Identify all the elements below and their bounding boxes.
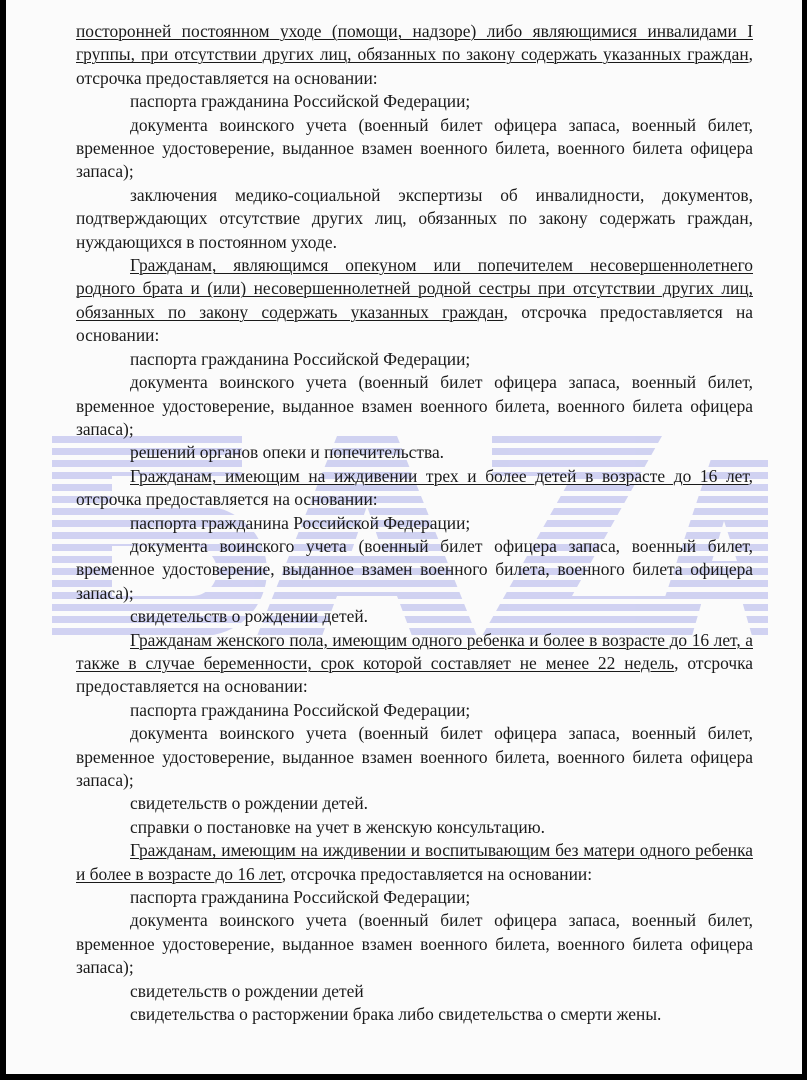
underlined-text: посторонней постоянном уходе (помощи, надзоре) либо являющимися инвалидами I группы, при отсутствии других лиц, обязанных по закону содержать указанных граждан (76, 21, 753, 65)
list-item: свидетельств о рождении детей. (130, 793, 369, 814)
list-item: паспорта гражданина Российской Федерации; (130, 348, 471, 369)
paragraph-text: , отсрочка предоставляется на основании: (281, 863, 593, 884)
list-item: документа воинского учета (военный билет офицера запаса, военный билет, временное удостоверение, выданное взамен военного билета, военного билета офицера запаса); (76, 535, 753, 603)
paragraph-heading (76, 254, 753, 348)
underlined-text: Гражданам женского пола, имеющим одного ребенка и более в возрасте до 16 лет, а также в случае беременности, срок которой составляет не менее 22 недель (76, 629, 753, 673)
paragraph-heading (76, 839, 753, 886)
paragraph-1 (76, 20, 753, 90)
paragraph-heading (76, 465, 753, 512)
list-item: заключения медико-социальной экспертизы об инвалидности, документов, подтверждающих отсутствие других лиц, обязанных по закону содержать граждан, нуждающихся в постоянном уходе. (76, 184, 753, 252)
paragraph-text: , отсрочка предоставляется на основании: (76, 465, 753, 510)
list-item: документа воинского учета (военный билет офицера запаса, военный билет, временное удостоверение, выданное взамен военного билета, военного билета офицера запаса); (76, 114, 753, 182)
underlined-text: Гражданам, имеющим на иждивении трех и более детей в возрасте до 16 лет (130, 465, 749, 486)
list-item: свидетельств о рождении детей. (130, 606, 369, 627)
list-item: документа воинского учета (военный билет офицера запаса, военный билет, временное удостоверение, выданное взамен военного билета, военного билета офицера запаса); (76, 372, 753, 439)
list-item: паспорта гражданина Российской Федерации; (130, 699, 471, 720)
list-item: паспорта гражданина Российской Федерации; (130, 887, 471, 908)
list-item: свидетельств о рождении детей (130, 980, 364, 1001)
paragraph-text: , отсрочка предоставляется на основании: (76, 301, 753, 346)
list-item: решений органов опеки и попечительства. (130, 442, 445, 463)
list-item: свидетельства о расторжении брака либо свидетельства о смерти жены. (130, 1004, 662, 1025)
paragraph-text: , отсрочка предоставляется на основании: (76, 652, 753, 697)
list-item: документа воинского учета (военный билет офицера запаса, военный билет, временное удостоверение, выданное взамен военного билета, военного билета офицера запаса); (76, 723, 753, 790)
paragraph-heading (76, 629, 753, 699)
underlined-text: Гражданам, имеющим на иждивении и воспитывающим без матери одного ребенка и более в возрасте до 16 лет (76, 840, 753, 884)
paragraph-text: , отсрочка предоставляется на основании: (76, 44, 753, 88)
list-item: паспорта гражданина Российской Федерации; (130, 512, 471, 533)
underlined-text: Гражданам, являющимся опекуном или попечителем несовершеннолетнего родного брата и (или) несовершеннолетней родной сестры при отсутствии других лиц, обязанных по закону содержать указанных граждан (76, 255, 753, 322)
list-item: справки о постановке на учет в женскую консультацию. (130, 816, 546, 837)
list-item: паспорта гражданина Российской Федерации; (130, 91, 471, 112)
document-page (6, 0, 802, 1074)
list-item: документа воинского учета (военный билет офицера запаса, военный билет, временное удостоверение, выданное взамен военного билета, военного билета офицера запаса); (76, 910, 753, 978)
document-body (76, 20, 753, 1026)
